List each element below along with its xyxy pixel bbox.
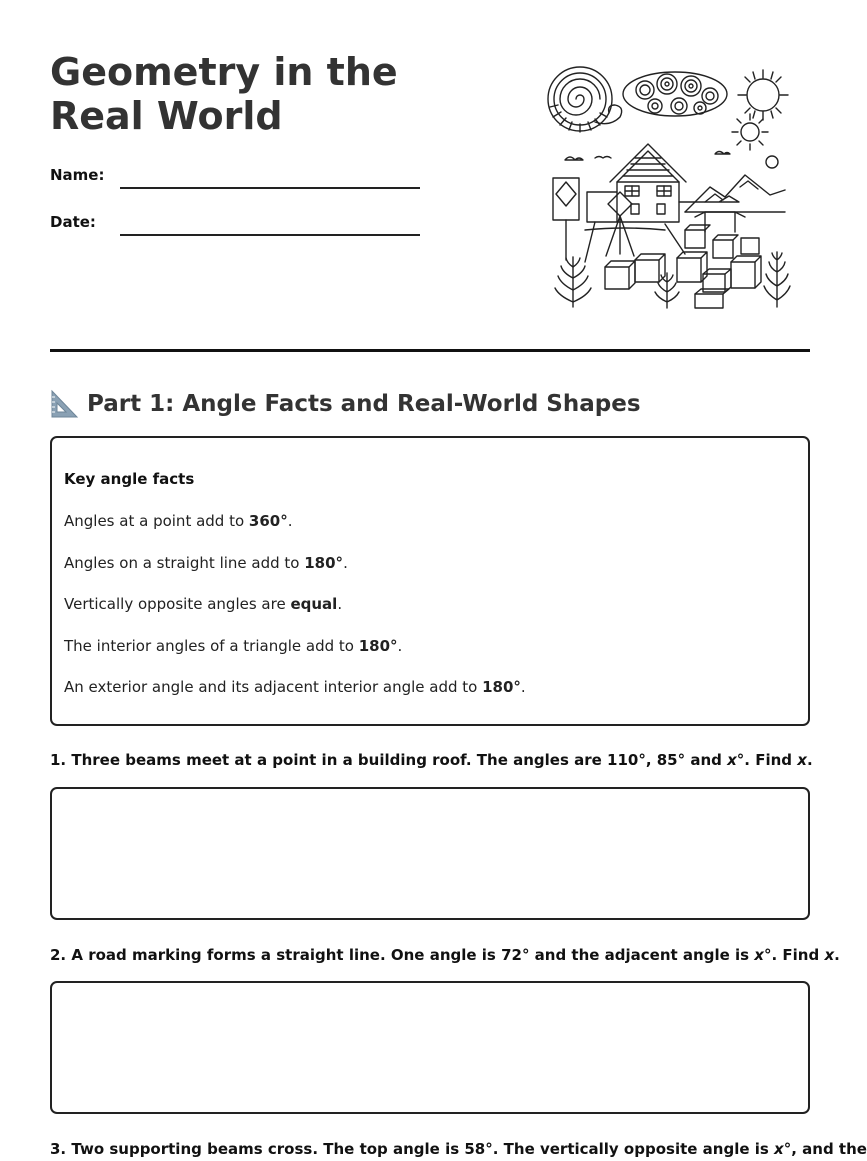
worksheet-title: Geometry in the Real World: [50, 50, 398, 138]
name-label: Name:: [50, 166, 105, 184]
header-divider: [50, 349, 810, 352]
part1-title: Part 1: Angle Facts and Real-World Shapes: [87, 391, 641, 417]
question-2: 2. A road marking forms a straight line. One angle is 72° and the adjacent angle is x°. Find x.: [50, 946, 840, 964]
spiral-shell-icon: [548, 67, 622, 132]
city-scene-icon: [545, 62, 790, 312]
date-label: Date:: [50, 213, 96, 231]
sunburst-icon: [732, 114, 778, 168]
facts-title: Key angle facts: [64, 470, 195, 488]
set-square-icon: [50, 389, 79, 419]
fact-item: Angles at a point add to 360°.: [64, 512, 293, 530]
mountains-icon: [685, 175, 785, 212]
road-sign-icon: [553, 178, 634, 260]
answer-box-1[interactable]: [50, 787, 810, 920]
answer-box-2[interactable]: [50, 981, 810, 1114]
fact-item: Angles on a straight line add to 180°.: [64, 554, 348, 572]
part1-heading: [50, 386, 641, 422]
question-1: 1. Three beams meet at a point in a building roof. The angles are 110°, 85° and x°. Find x.: [50, 751, 813, 769]
key-facts-box: [50, 436, 810, 726]
house-icon: [587, 144, 739, 222]
name-field[interactable]: [120, 187, 420, 189]
crates-icon: [605, 212, 761, 308]
sun-icon: [738, 70, 788, 120]
fact-item: The interior angles of a triangle add to 180°.: [64, 637, 403, 655]
question-3: 3. Two supporting beams cross. The top angle is 58°. The vertically opposite angle is x°, and the: [50, 1140, 867, 1158]
date-field[interactable]: [120, 234, 420, 236]
fact-item: Vertically opposite angles are equal.: [64, 595, 343, 613]
fact-item: An exterior angle and its adjacent interior angle add to 180°.: [64, 678, 526, 696]
swirl-clouds-icon: [623, 72, 727, 116]
